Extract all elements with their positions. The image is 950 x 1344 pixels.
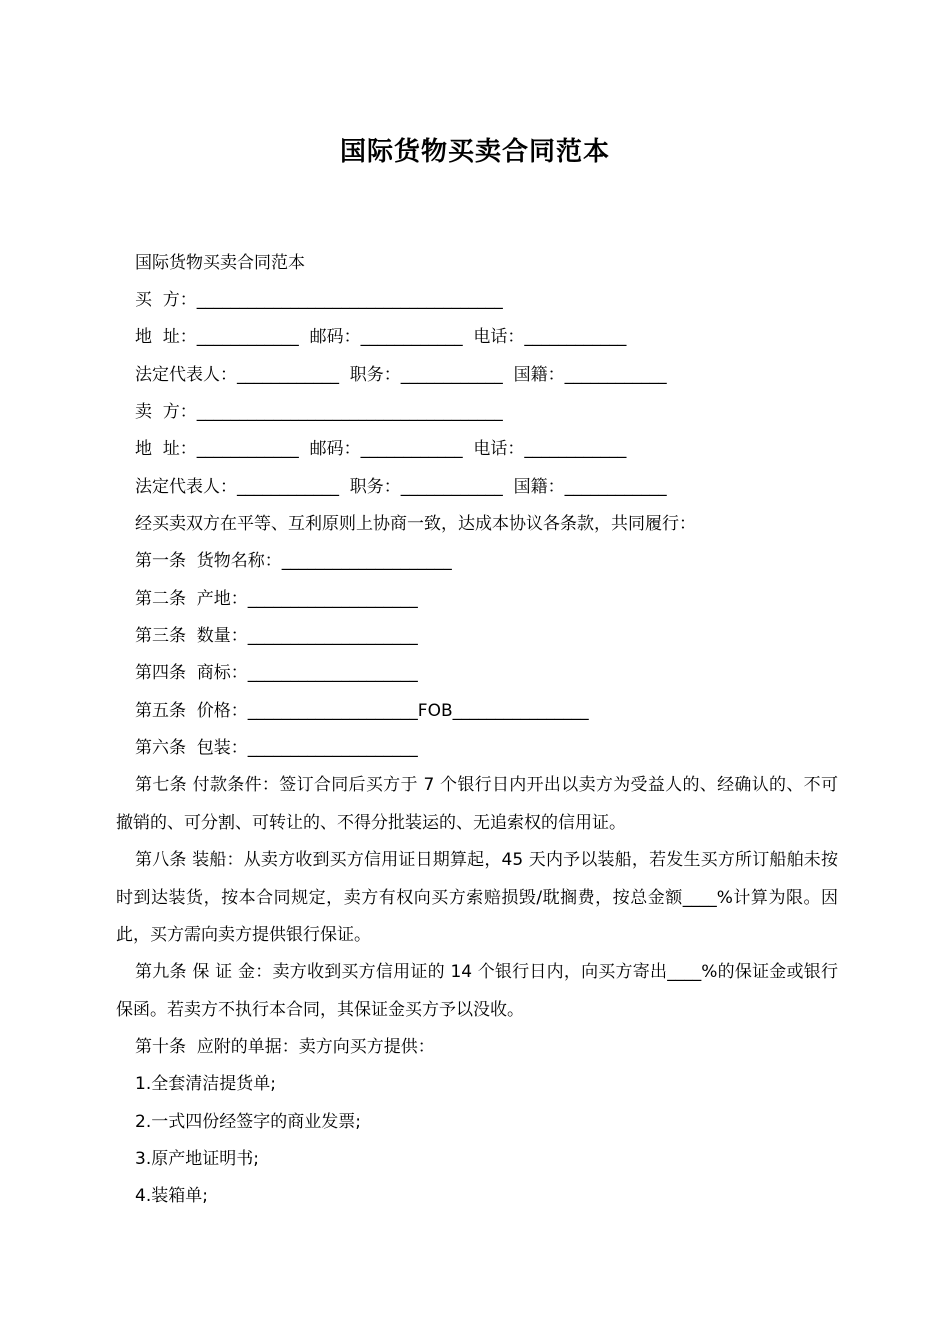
subtitle-line: 国际货物买卖合同范本: [135, 253, 305, 273]
article-6-line: 第六条 包装：____________________: [135, 738, 418, 758]
article-8-paragraph: 第八条 装船：从卖方收到买方信用证日期算起，45 天内予以装船，若发生买方所订船舶未按时到达装货，按本合同规定，卖方有权向买方索赔损毁/耽搁费，按总金额____%计算为限。因此，买方需向卖方提供银行保证。: [116, 850, 838, 945]
article-9-paragraph: 第九条 保 证 金：卖方收到买方信用证的 14 个银行日内，向买方寄出____%的保证金或银行保函。若卖方不执行本合同，其保证金买方予以没收。: [116, 962, 838, 1020]
buyer-line: 买 方：____________________________________: [135, 290, 503, 310]
seller-representative-line: 法定代表人：____________ 职务：____________ 国籍：____________: [135, 477, 667, 497]
buyer-representative-line: 法定代表人：____________ 职务：____________ 国籍：____________: [135, 365, 667, 385]
article-3-line: 第三条 数量：____________________: [135, 626, 418, 646]
seller-line: 卖 方：____________________________________: [135, 402, 503, 422]
article-5-line: 第五条 价格：____________________FOB________________: [135, 701, 589, 721]
article-1-line: 第一条 货物名称：____________________: [135, 551, 452, 571]
article-4-line: 第四条 商标：____________________: [135, 663, 418, 683]
document-item-2: 2.一式四份经签字的商业发票;: [135, 1112, 361, 1132]
buyer-address-line: 地 址：____________ 邮码：____________ 电话：____________: [135, 327, 627, 347]
article-7-paragraph: 第七条 付款条件：签订合同后买方于 7 个银行日内开出以卖方为受益人的、经确认的、不可撤销的、可分割、可转让的、不得分批装运的、无追索权的信用证。: [116, 775, 838, 833]
document-item-1: 1.全套清洁提货单;: [135, 1074, 276, 1094]
document-item-4: 4.装箱单;: [135, 1186, 208, 1206]
seller-address-line: 地 址：____________ 邮码：____________ 电话：____________: [135, 439, 627, 459]
document-item-3: 3.原产地证明书;: [135, 1149, 259, 1169]
article-10-line: 第十条 应附的单据：卖方向买方提供：: [135, 1037, 435, 1057]
article-2-line: 第二条 产地：____________________: [135, 589, 418, 609]
document-title: 国际货物买卖合同范本: [339, 137, 610, 167]
agreement-intro-line: 经买卖双方在平等、互利原则上协商一致，达成本协议各条款，共同履行：: [135, 514, 696, 534]
